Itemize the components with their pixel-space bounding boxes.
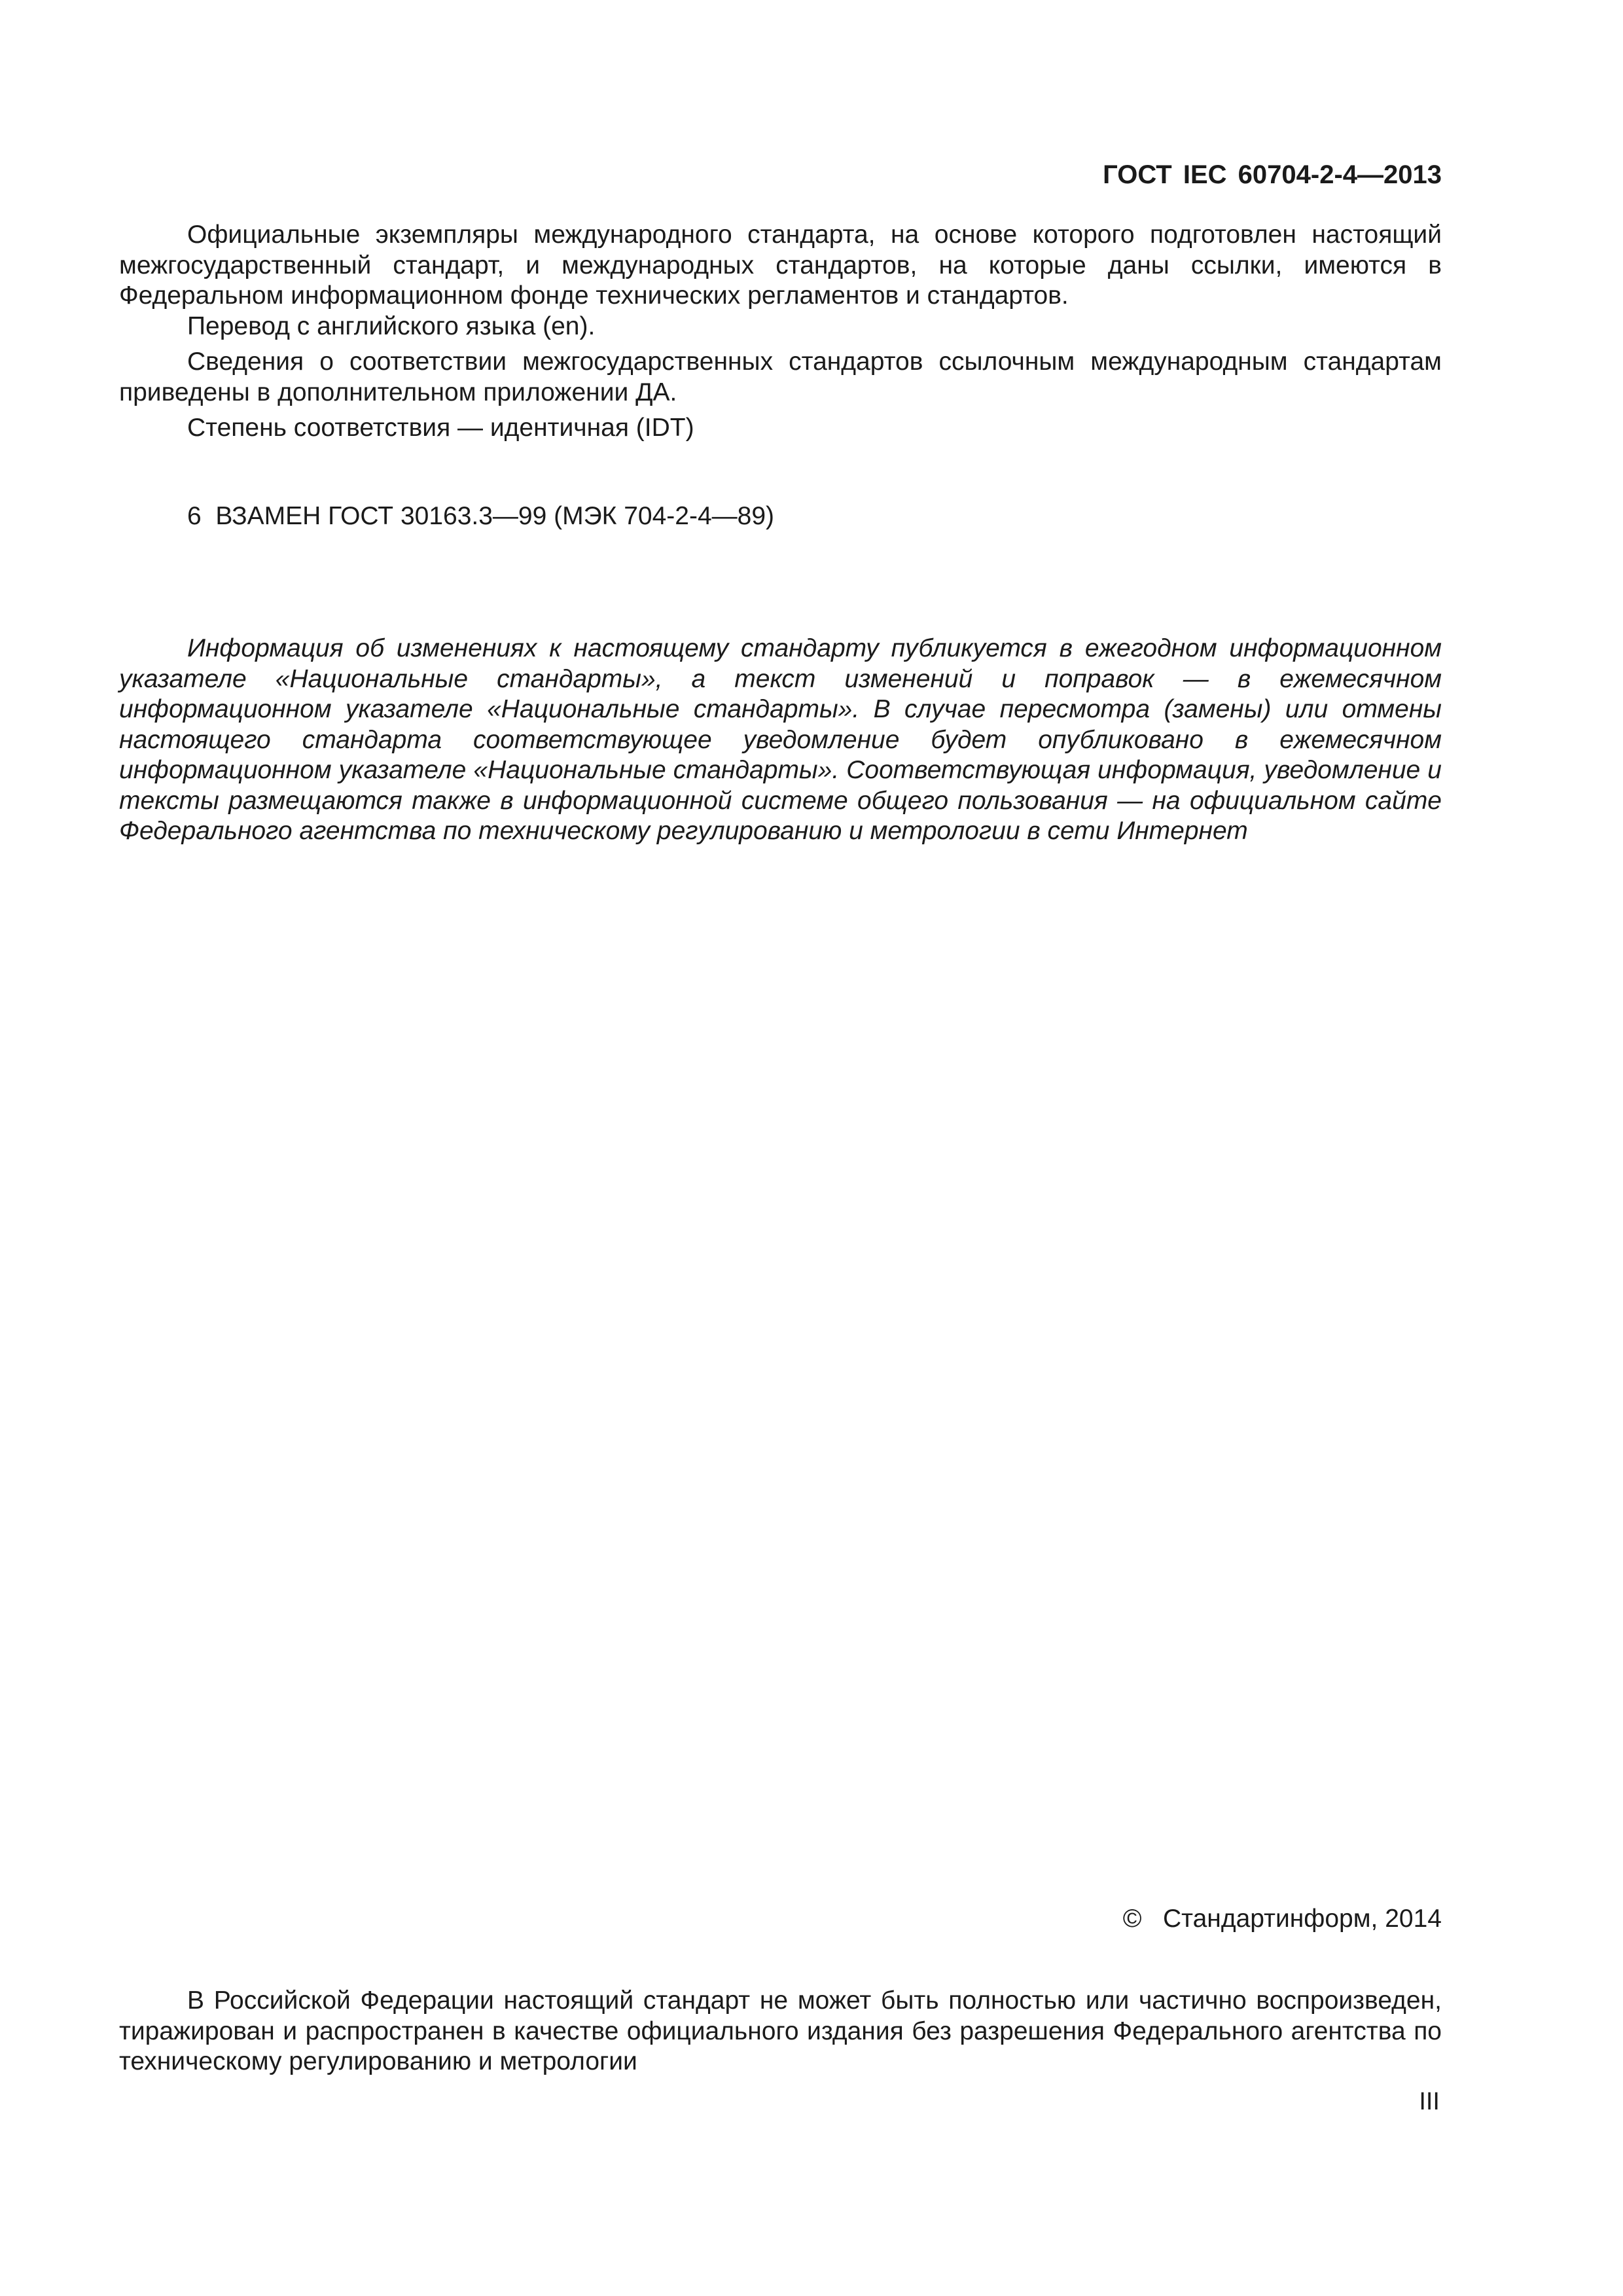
reproduction-notice — [119, 1986, 1442, 2077]
intro-paragraph-degree: Степень соответствия — идентичная (IDT) — [187, 414, 694, 442]
copyright — [1123, 1903, 1442, 1935]
page-header-standard-code: ГОСТ IEC 60704-2-4—2013 — [1103, 160, 1442, 189]
page-number: III — [1419, 2088, 1440, 2115]
item-6-text: ВЗАМЕН ГОСТ 30163.3—99 (МЭК 704-2-4—89) — [215, 502, 774, 530]
intro-paragraph-official-copies: Официальные экземпляры международного стандарта, на основе которого подготовлен настоящий межгосударственный стандарт, и международных стандартов, на которые даны ссылки, имеются в Федеральном информационном фонде технических регламентов и стандартов. — [119, 221, 1442, 310]
reproduction-notice-text: В Российской Федерации настоящий стандарт не может быть полностью или частично воспроизведен, тиражирован и распространен в качестве официального издания без разрешения Федерального агентства по техническому регулированию и метрологии — [119, 1986, 1442, 2075]
changes-notice-text: Информация об изменениях к настоящему стандарту публикуется в ежегодном информационном указателе «Национальные стандарты», а текст изменений и поправок — в ежемесячном информационном указателе «Национальные стандарты». В случае пересмотра (замены) или отмены настоящего стандарта соответствующее уведомление будет опубликовано в ежемесячном информационном указателе «Национальные стандарты». Соответствующая информация, уведомление и тексты размещаются также в информационной системе общего пользования — на официальном сайте Федерального агентства по техническому регулированию и метрологии в сети Интернет — [119, 634, 1442, 845]
intro-paragraph-conformity-info: Сведения о соответствии межгосударственных стандартов ссылочным международным стандартам приведены в дополнительном приложении ДА. — [119, 348, 1442, 406]
changes-notice — [119, 634, 1442, 847]
item-6-number: 6 — [187, 502, 202, 530]
copyright-symbol: © — [1122, 1905, 1142, 1933]
intro-section — [119, 220, 1442, 444]
intro-paragraph-translation: Перевод с английского языка (en). — [187, 312, 596, 340]
copyright-text: Стандартинформ, 2014 — [1163, 1905, 1442, 1933]
item-6 — [119, 501, 1442, 532]
